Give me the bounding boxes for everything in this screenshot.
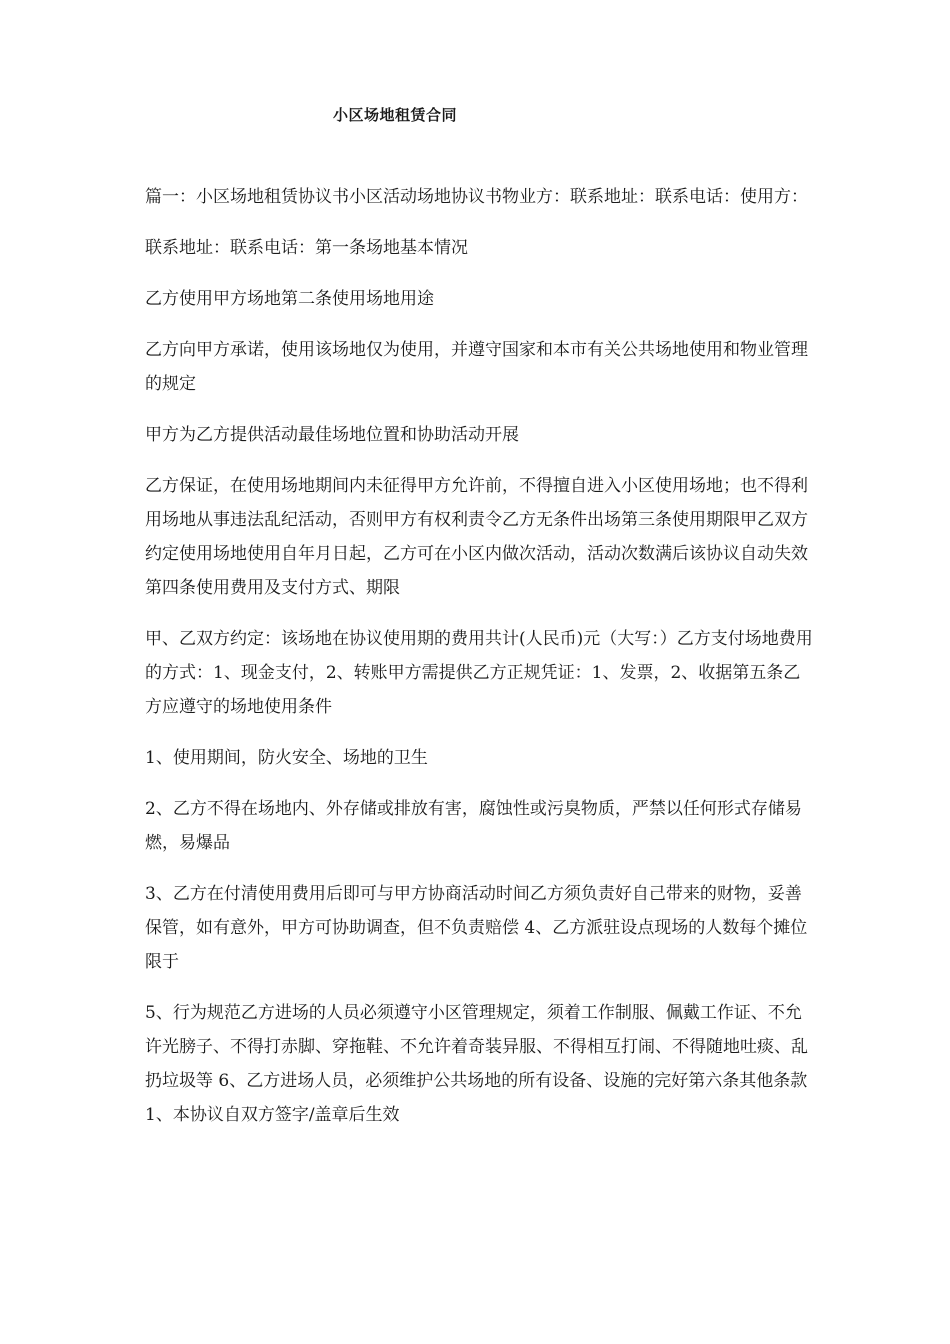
paragraph-6: 乙方保证，在使用场地期间内未征得甲方允许前，不得擅自进入小区使用场地；也不得利用场地从事违法乱纪活动，否则甲方有权利责令乙方无条件出场第三条使用期限甲乙双方约定使用场地使用自年月日起，乙方可在小区内做次活动，活动次数满后该协议自动失效第四条使用费用及支付方式、期限	[145, 476, 808, 598]
paragraph-9: 2、乙方不得在场地内、外存储或排放有害，腐蚀性或污臭物质，严禁以任何形式存储易燃，易爆品	[145, 799, 802, 853]
paragraph-2: 联系地址：联系电话：第一条场地基本情况	[145, 238, 468, 258]
paragraph-11: 5、行为规范乙方进场的人员必须遵守小区管理规定，须着工作制服、佩戴工作证、不允许光膀子、不得打赤脚、穿拖鞋、不允许着奇装异服、不得相互打闹、不得随地吐痰、乱扔垃圾等 6、乙方进场人员，必须维护公共场地的所有设备、设施的完好第六条其他条款 1、本协议自双方签字/盖章后生效	[145, 1003, 808, 1125]
paragraph-1: 篇一：小区场地租赁协议书小区活动场地协议书物业方：联系地址：联系电话：使用方：	[145, 187, 808, 207]
paragraph-5: 甲方为乙方提供活动最佳场地位置和协助活动开展	[145, 425, 519, 445]
document-title: 小区场地租赁合同	[333, 106, 458, 124]
paragraph-8: 1、使用期间，防火安全、场地的卫生	[145, 748, 428, 768]
paragraph-7: 甲、乙双方约定：该场地在协议使用期的费用共计(人民币)元（大写：）乙方支付场地费用的方式：1、现金支付，2、转账甲方需提供乙方正规凭证：1、发票，2、收据第五条乙方应遵守的场地使用条件	[145, 629, 813, 717]
document-body	[145, 180, 815, 1149]
paragraph-4: 乙方向甲方承诺，使用该场地仅为使用，并遵守国家和本市有关公共场地使用和物业管理的规定	[145, 340, 808, 394]
paragraph-10: 3、乙方在付清使用费用后即可与甲方协商活动时间乙方须负责好自己带来的财物，妥善保管，如有意外，甲方可协助调查，但不负责赔偿 4、乙方派驻设点现场的人数每个摊位限于	[145, 884, 808, 972]
paragraph-3: 乙方使用甲方场地第二条使用场地用途	[145, 289, 434, 309]
